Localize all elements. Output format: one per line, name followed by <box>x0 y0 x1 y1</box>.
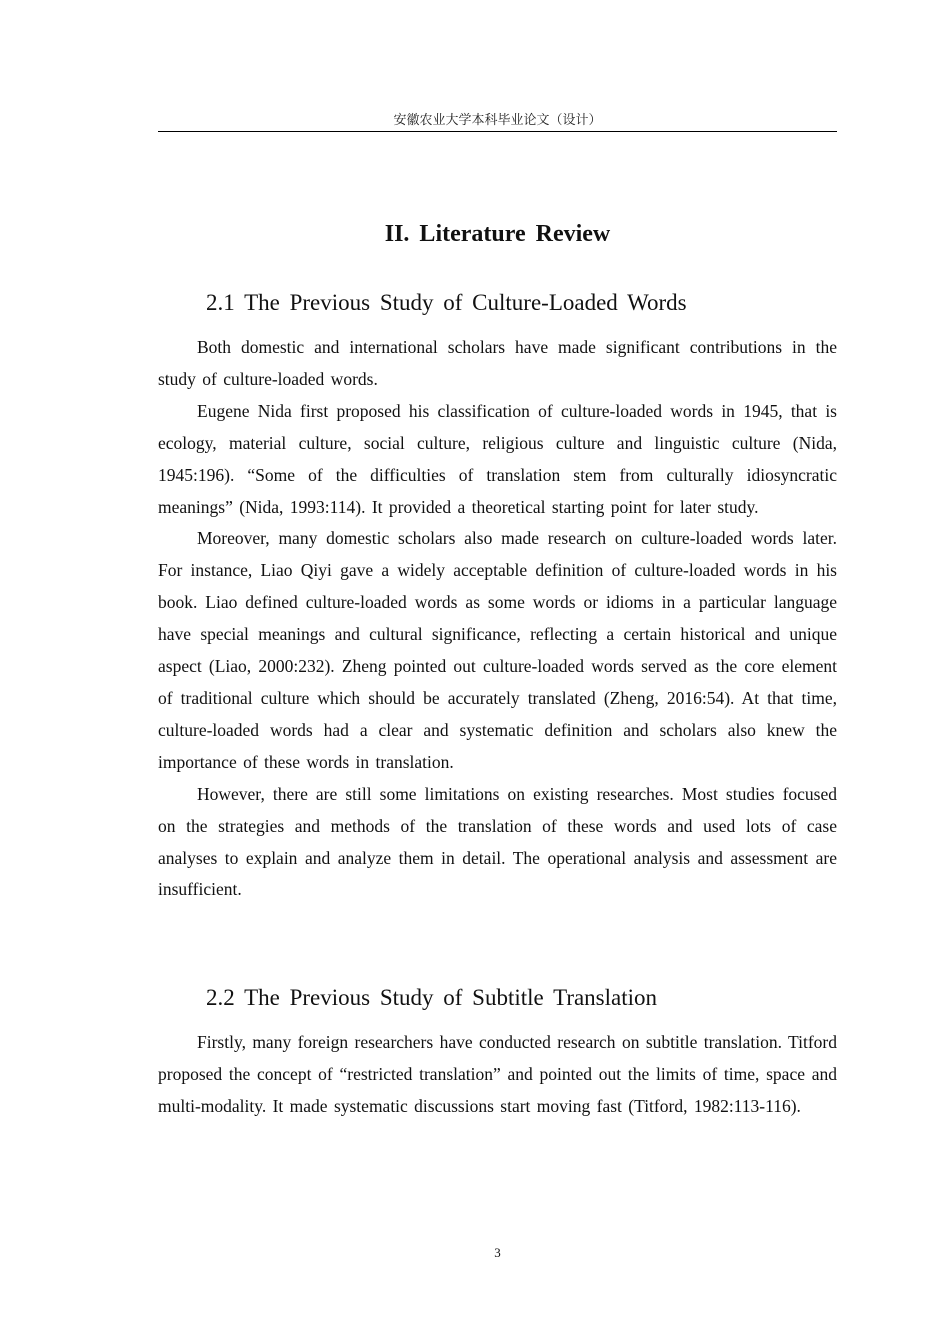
paragraph: However, there are still some limitations on existing researches. Most studies focused on the strategies and methods of the translation of these words and used lots of case analyses to explain and analyze them in detail. The operational analysis and assessment are insufficient. <box>158 783 837 900</box>
paragraph: Both domestic and international scholars have made significant contributions in the study of culture-loaded words. <box>158 337 837 389</box>
section-2-2-body <box>158 1027 837 1123</box>
chapter-title: II. Literature Review <box>384 221 611 247</box>
section-2-1-body <box>158 332 837 906</box>
section-heading-2-1: 2.1 The Previous Study of Culture-Loaded Words <box>206 290 687 315</box>
page-number: 3 <box>494 1245 501 1260</box>
paragraph: Firstly, many foreign researchers have conducted research on subtitle translation. Titford proposed the concept of “restricted translation” and pointed out the limits of time, space and multi-modality. It made systematic discussions start moving fast (Titford, 1982:113-116). <box>158 1032 837 1116</box>
running-header: 安徽农业大学本科毕业论文（设计） <box>158 113 837 132</box>
paragraph: Eugene Nida first proposed his classification of culture-loaded words in 1945, that is ecology, material culture, social culture, religious culture and linguistic culture (Nida, 1945:196). “Some of the difficulties of translation stem from culturally idiosyncratic meanings” (Nida, 1993:114). It provided a theoretical starting point for later study. <box>158 400 837 517</box>
paragraph: Moreover, many domestic scholars also made research on culture-loaded words later. For instance, Liao Qiyi gave a widely acceptable definition of culture-loaded words in his book. Liao defined culture-loaded words as some words or idioms in a particular language have special meanings and cultural significance, reflecting a certain historical and unique aspect (Liao, 2000:232). Zheng pointed out culture-loaded words served as the core element of traditional culture which should be accurately translated (Zheng, 2016:54). At that time, culture-loaded words had a clear and systematic definition and scholars also knew the importance of these words in translation. <box>158 528 837 772</box>
section-heading-2-2: 2.2 The Previous Study of Subtitle Translation <box>206 985 658 1010</box>
